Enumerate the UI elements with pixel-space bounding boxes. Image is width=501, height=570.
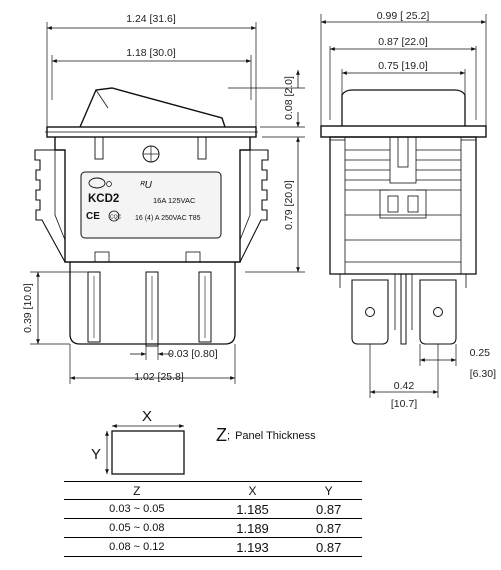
dim-side-width-overall: 0.99 [ 25.2] <box>376 10 430 22</box>
dim-terminal-thickness: 0.03 [0.80] <box>168 348 218 360</box>
label-model: KCD2 <box>88 193 120 205</box>
dim-terminal-length: 0.39 [10.0] <box>22 283 34 333</box>
table-row <box>64 538 362 557</box>
dim-terminal-span: 1.02 [25.8] <box>134 371 184 383</box>
panel-z-description: Panel Thickness <box>235 430 316 442</box>
table-header-row <box>64 482 362 500</box>
dim-rocker-height: 0.08 [2.0] <box>283 76 295 120</box>
side-rocker <box>342 90 465 126</box>
dim-terminal-width-mm: [6.30] <box>469 368 496 380</box>
dim-terminal-width: 0.25 <box>469 347 490 359</box>
table-header-z: Z <box>64 482 210 500</box>
panel-z-title: Z <box>216 425 227 445</box>
dim-front-width-rocker: 1.18 [30.0] <box>126 47 176 59</box>
panel-z-suffix: ; <box>227 430 231 442</box>
table-cell-x: 1.193 <box>210 538 296 557</box>
panel-thickness-table <box>64 481 362 557</box>
table-header-x: X <box>210 482 296 500</box>
label-rating-2: 16 (4) A 250VAC T85 <box>135 215 201 222</box>
panel-cutout-diagram <box>107 426 184 474</box>
label-ul-mark: ᴿU <box>140 180 152 191</box>
panel-x-label: X <box>142 408 153 425</box>
side-body <box>330 137 476 274</box>
table-header-y: Y <box>295 482 362 500</box>
table-row <box>64 519 362 538</box>
table-cell-z: 0.05 ~ 0.08 <box>64 519 210 538</box>
panel-cutout-rect <box>112 431 184 474</box>
label-ce-mark: CE <box>86 211 100 222</box>
dim-terminal-pitch: 0.42 <box>393 380 415 392</box>
side-terminal-left <box>352 280 388 344</box>
table-cell-x: 1.189 <box>210 519 296 538</box>
side-bezel <box>321 126 486 137</box>
label-cqc-mark: CQC <box>110 214 122 221</box>
table-cell-y: 0.87 <box>295 500 362 519</box>
table-row <box>64 500 362 519</box>
panel-y-label: Y <box>91 446 102 463</box>
side-terminal-right <box>420 280 456 344</box>
dim-side-width-body: 0.87 [22.0] <box>378 36 428 48</box>
table-cell-y: 0.87 <box>295 519 362 538</box>
table-cell-z: 0.08 ~ 0.12 <box>64 538 210 557</box>
table-cell-y: 0.87 <box>295 538 362 557</box>
dim-terminal-pitch-mm: [10.7] <box>390 398 418 410</box>
dim-side-width-inner: 0.75 [19.0] <box>378 60 428 72</box>
rocker-actuator <box>80 88 225 127</box>
dim-front-width-overall: 1.24 [31.6] <box>126 13 176 25</box>
dim-body-height: 0.79 [20.0] <box>283 180 295 230</box>
table-cell-z: 0.03 ~ 0.05 <box>64 500 210 519</box>
side-terminal-center <box>401 274 406 344</box>
label-rating-1: 16A 125VAC <box>153 196 196 205</box>
table-cell-x: 1.185 <box>210 500 296 519</box>
panel-thickness-caption <box>216 425 316 446</box>
